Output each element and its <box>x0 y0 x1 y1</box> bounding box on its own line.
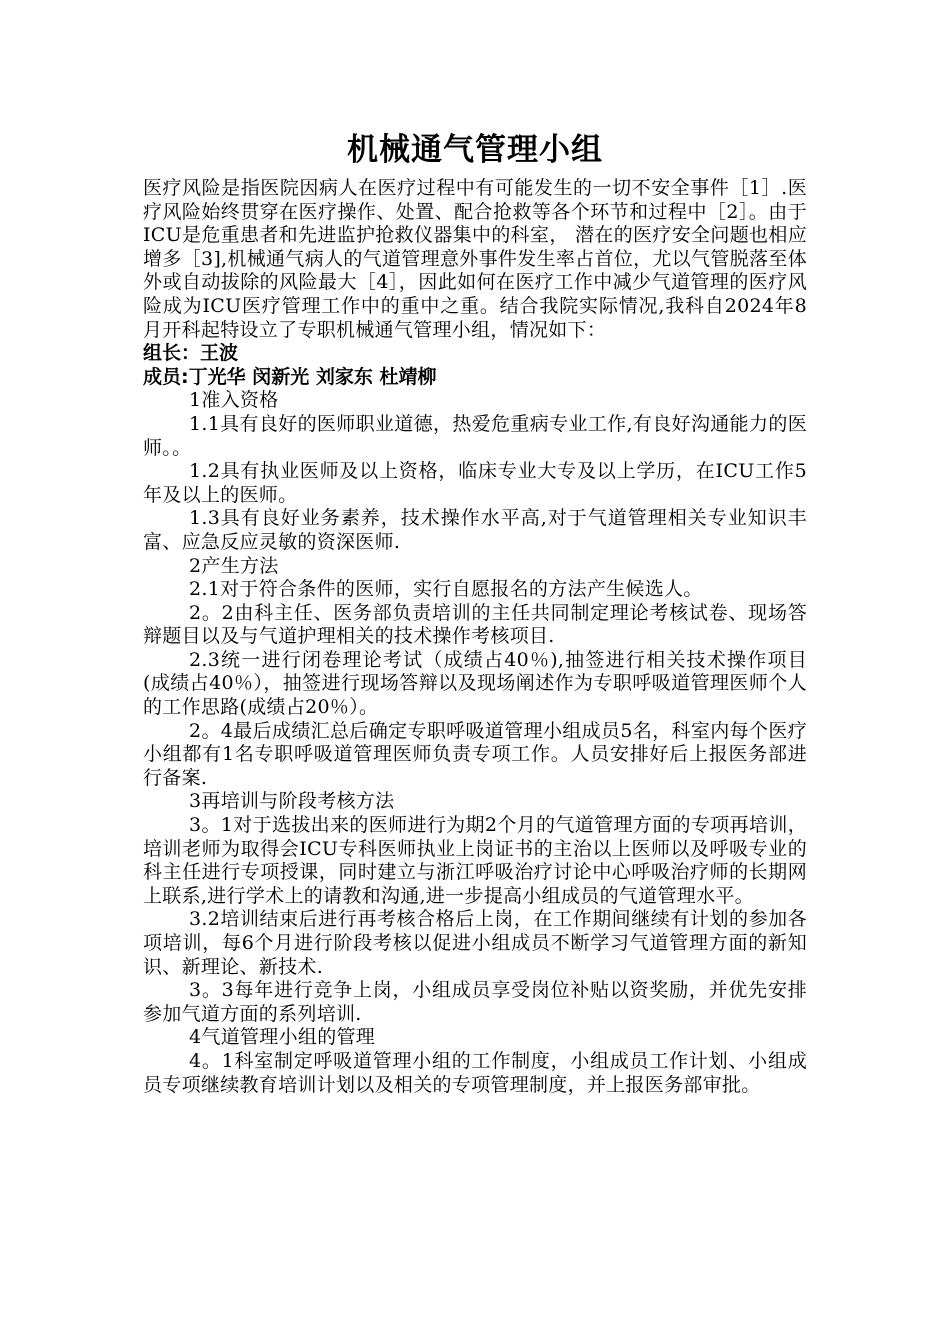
group-members: 成员:丁光华 闵新光 刘家东 杜靖柳 <box>143 365 437 388</box>
section-heading-1: 1准入资格 <box>189 389 279 412</box>
section-item: 1.3具有良好业务素养，技术操作水平高,对于气道管理相关专业知识丰富、应急反应灵敏的资深医师. <box>143 507 807 553</box>
group-leader: 组长：王波 <box>143 342 239 365</box>
section-heading-2: 2产生方法 <box>189 554 279 577</box>
section-item: 1.1具有良好的医师职业道德，热爱危重病专业工作,有良好沟通能力的医师。。 <box>143 412 807 459</box>
section-item: 4。1科室制定呼吸道管理小组的工作制度，小组成员工作计划、小组成员专项继续教育培训计划以及相关的专项管理制度，并上报医务部审批。 <box>143 1049 807 1096</box>
section-item: 2。2由科主任、医务部负责培训的主任共同制定理论考核试卷、现场答辩题目以及与气道护理相关的技术操作考核项目. <box>143 601 807 648</box>
intro-paragraph: 医疗风险是指医院因病人在医疗过程中有可能发生的一切不安全事件［1］.医疗风险始终贯穿在医疗操作、处置、配合抢救等各个环节和过程中［2］。由于ICU是危重患者和先进监护抢救仪器集中的科室， 潜在的医疗安全问题也相应增多［3],机械通气病人的气道管理意外事件发生率占首位，尤以气管脱落至体外或自动拔除的风险最大［4］，因此如何在医疗工作中减少气道管理的医疗风险成为ICU医疗管理工作中的重中之重。结合我院实际情况,我科自2024年8月开科起特设立了专职机械通气管理小组，情况如下： <box>143 177 807 341</box>
section-item: 3.2培训结束后进行再考核合格后上岗，在工作期间继续有计划的参加各项培训，每6个月进行阶段考核以促进小组成员不断学习气道管理方面的新知识、新理论、新技术. <box>143 908 807 978</box>
section-item: 2.3统一进行闭卷理论考试（成绩占40％),抽签进行相关技术操作项目(成绩占40％），抽签进行现场答辩以及现场阐述作为专职呼吸道管理医师个人的工作思路(成绩占20％）。 <box>143 648 807 719</box>
section-item: 2。4最后成绩汇总后确定专职呼吸道管理小组成员5名，科室内每个医疗小组都有1名专职呼吸道管理医师负责专项工作。人员安排好后上报医务部进行备案. <box>143 719 807 789</box>
document-page <box>143 125 807 1097</box>
section-item: 2.1对于符合条件的医师，实行自愿报名的方法产生候选人。 <box>189 578 703 601</box>
section-heading-3: 3再培训与阶段考核方法 <box>189 790 395 813</box>
document-title: 机械通气管理小组 <box>347 132 603 168</box>
section-item: 3。1对于选拔出来的医师进行为期2个月的气道管理方面的专项再培训，培训老师为取得会ICU专科医师执业上岗证书的主治以上医师以及呼吸专业的科主任进行专项授课，同时建立与浙江呼吸治疗讨论中心呼吸治疗师的长期网上联系,进行学术上的请教和沟通,进一步提高小组成员的气道管理水平。 <box>143 814 807 907</box>
section-heading-4: 4气道管理小组的管理 <box>189 1026 376 1049</box>
section-item: 3。3每年进行竞争上岗，小组成员享受岗位补贴以资奖励，并优先安排参加气道方面的系列培训. <box>143 979 807 1025</box>
section-item: 1.2具有执业医师及以上资格，临床专业大专及以上学历，在ICU工作5年及以上的医师。 <box>143 460 807 506</box>
